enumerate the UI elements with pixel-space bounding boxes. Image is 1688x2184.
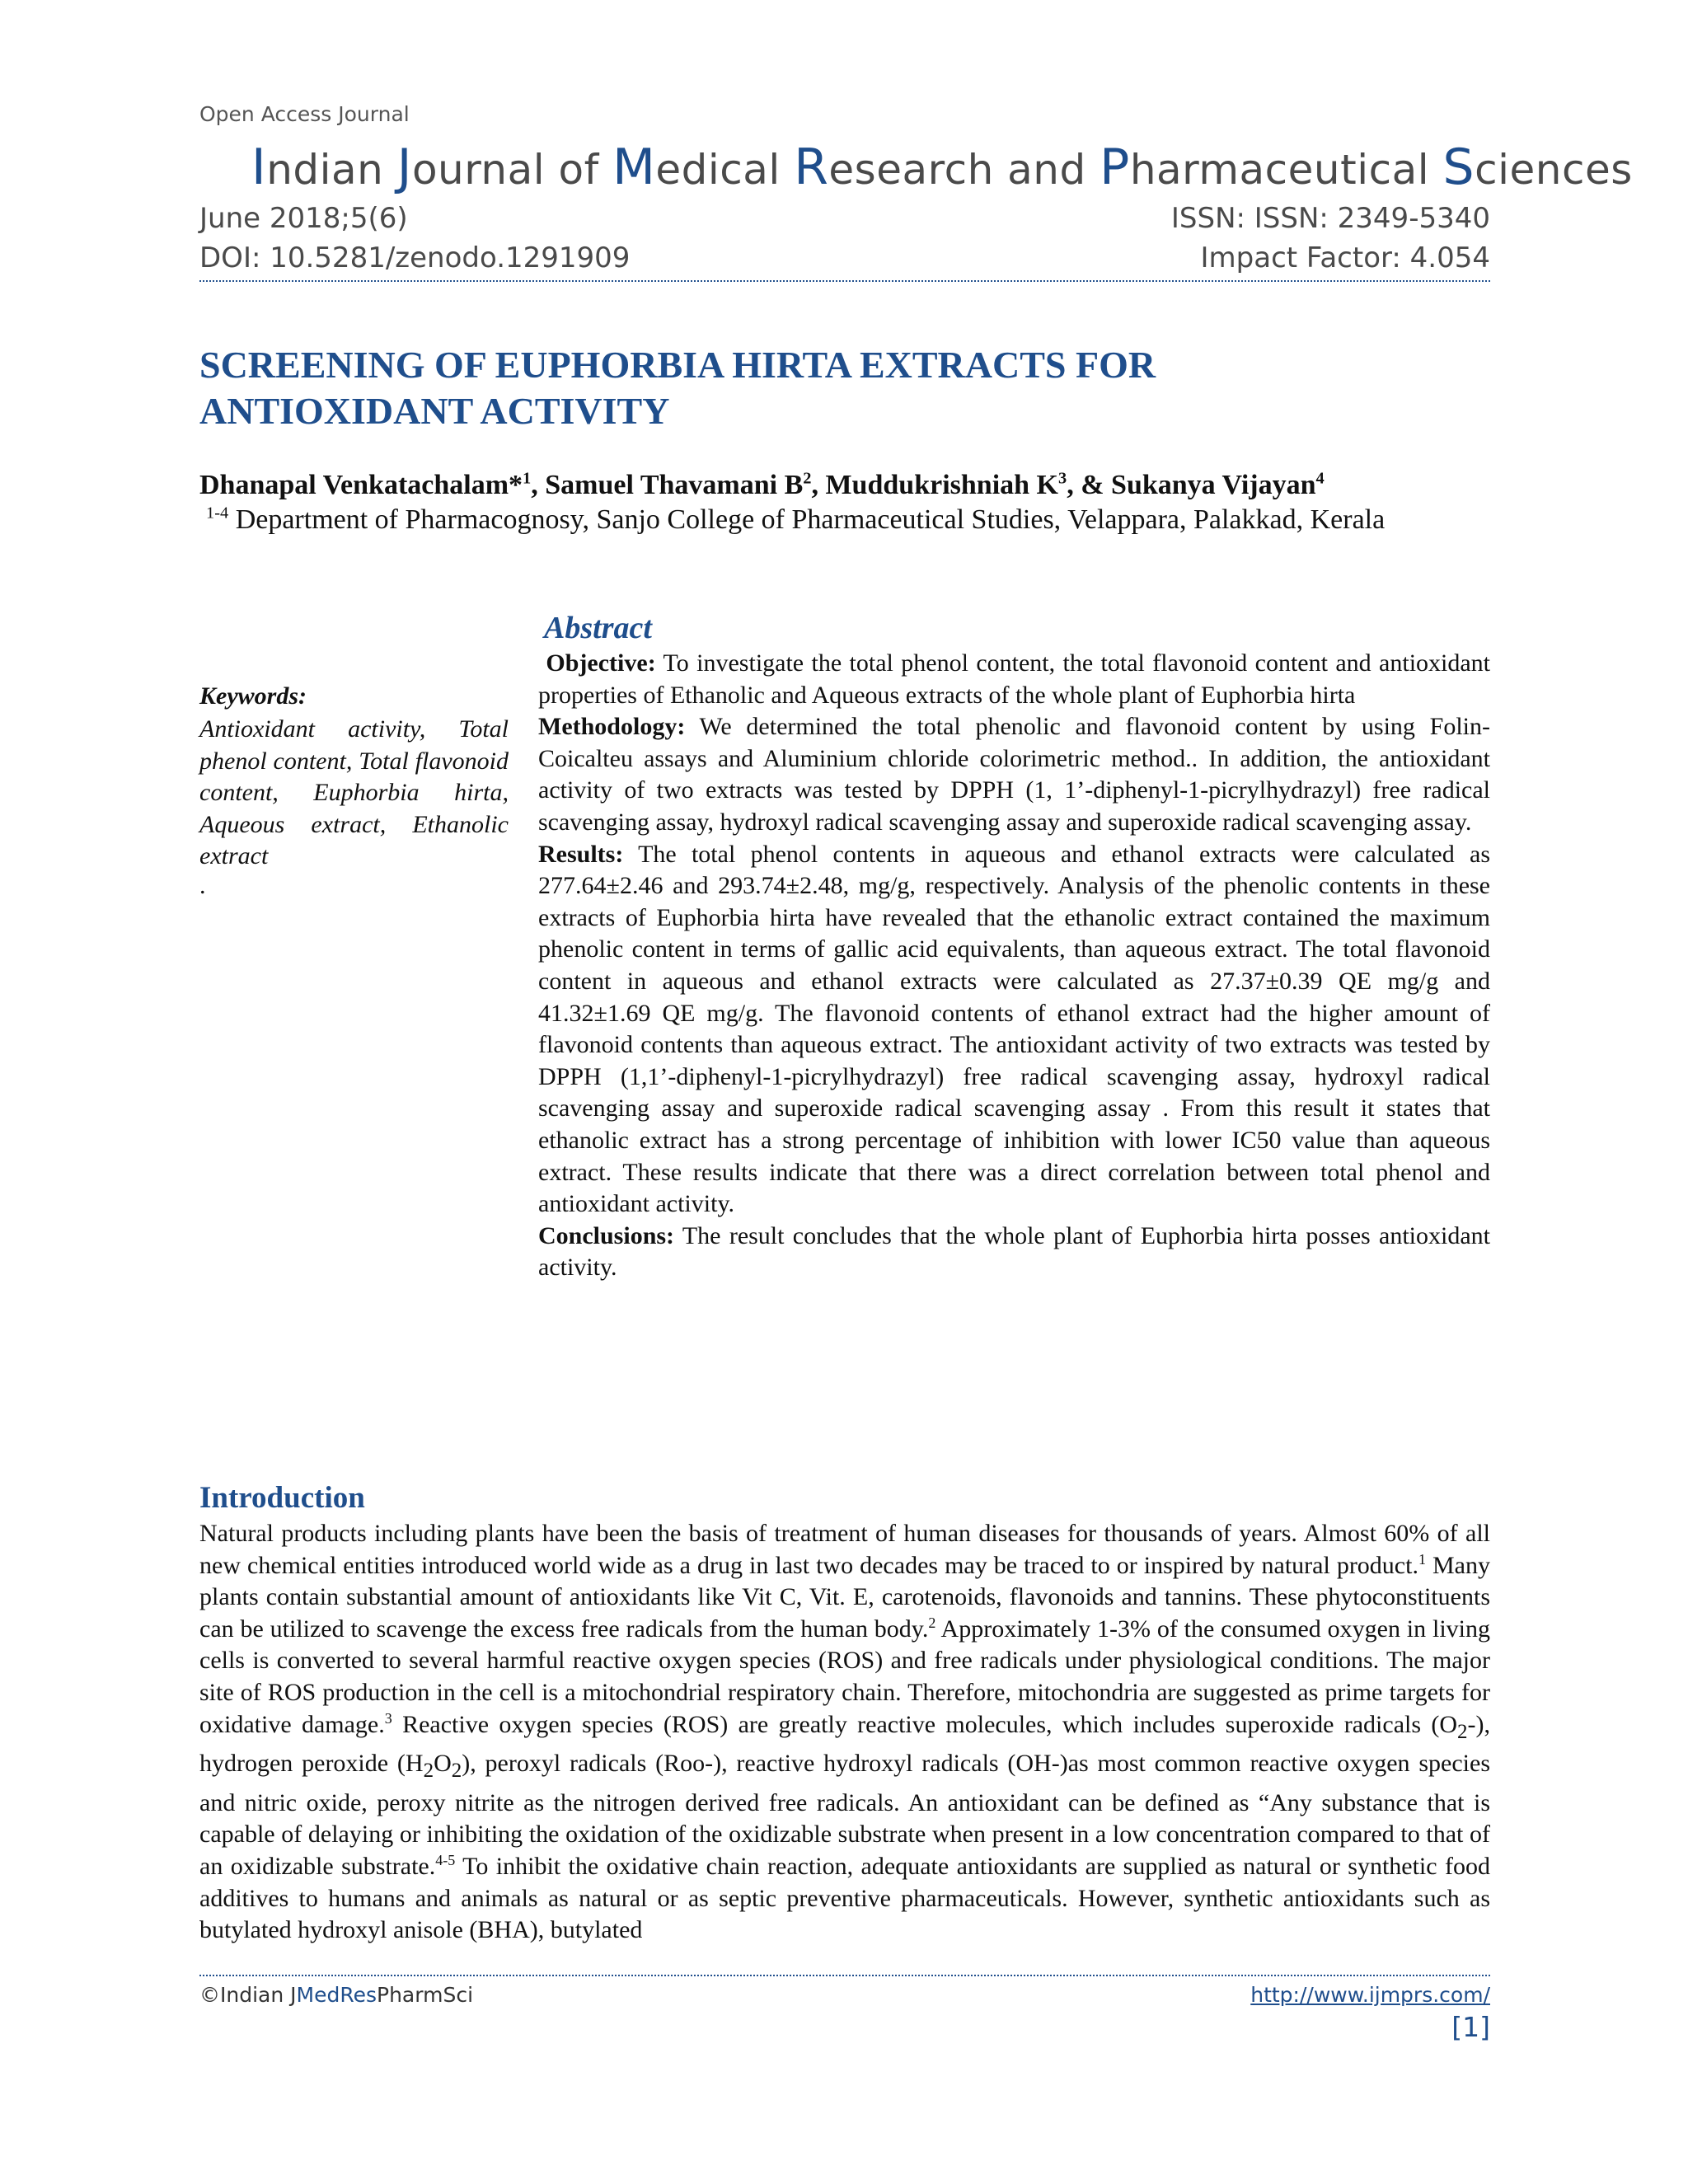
journal-initial: S	[1442, 138, 1475, 196]
abstract-body	[538, 648, 1490, 1284]
intro-text: O	[434, 1750, 452, 1778]
author-list	[199, 470, 1325, 501]
author-name: Samuel Thavamani B	[545, 470, 804, 500]
copyright-text: ©Indian	[199, 1983, 291, 2007]
abstract-methodology	[538, 711, 1490, 838]
affiliation-text: Department of Pharmacognosy, Sanjo College of Pharmaceutical Studies, Velappara, Palakkad, Kerala	[228, 504, 1386, 535]
doi: DOI: 10.5281/zenodo.1291909	[199, 241, 631, 274]
journal-initial: M	[612, 138, 656, 196]
intro-text: Reactive oxygen species (ROS) are greatly reactive molecules, which includes superoxide radicals (O	[392, 1710, 1458, 1738]
page-number: [1]	[1451, 2011, 1490, 2043]
abstract-objective	[538, 648, 1490, 711]
keywords-heading: Keywords:	[199, 682, 307, 710]
journal-initial: R	[794, 138, 829, 196]
footer-copyright	[199, 1983, 473, 2007]
header-divider	[199, 280, 1490, 282]
objective-label: Objective:	[546, 649, 656, 677]
journal-word: harmaceutical	[1129, 146, 1443, 194]
intro-text: ), peroxyl radicals (Roo-), reactive hydroxyl radicals (OH-)as most common reactive oxygen species and nitric oxide, peroxy nitrite as the nitrogen derived free radicals. An antioxidant can be defined as “Any substance that is capable of delaying or inhibiting the oxidation of the oxidizable substrate when present in a low concentration compared to that of an oxidizable substrate.	[199, 1750, 1490, 1880]
introduction-body	[199, 1518, 1490, 1947]
author-name: Sukanya Vijayan	[1111, 470, 1316, 500]
abstract-heading: Abstract	[544, 611, 652, 645]
abbr-part: J	[290, 1983, 297, 2007]
intro-text: Many plants contain substantial amount of antioxidants like Vit C, Vit. E, carotenoids, flavonoids and tannins. These phytoconstituents can be utilized to scavenge the excess free radicals from the human body.	[199, 1551, 1490, 1643]
intro-text: Natural products including plants have been the basis of treatment of human diseases for thousands of years. Almost 60% of all new chemical entities introduced world wide as a drug in last two decades may be traced to or inspired by natural product.	[199, 1520, 1490, 1579]
conclusions-label: Conclusions:	[538, 1221, 675, 1249]
abbr-part: Med	[296, 1983, 340, 2007]
conclusions-text: The result concludes that the whole plant of Euphorbia hirta posses antioxidant activity.	[538, 1221, 1490, 1282]
journal-initial: I	[251, 138, 267, 196]
citation: 4-5	[435, 1851, 456, 1868]
abstract-results	[538, 839, 1490, 1221]
journal-initial: J	[396, 138, 412, 196]
citation: 3	[384, 1709, 392, 1727]
abstract-conclusions	[538, 1221, 1490, 1284]
abbr-part: Res	[340, 1983, 377, 2007]
author-sup: 4	[1315, 469, 1325, 488]
author-sep: , &	[1067, 470, 1112, 500]
author-sup: 2	[803, 469, 812, 488]
introduction-heading: Introduction	[199, 1481, 365, 1515]
affiliation-sup: 1-4	[206, 504, 229, 523]
keywords-dot: .	[199, 872, 206, 899]
title-line-1: SCREENING OF EUPHORBIA HIRTA EXTRACTS FOR	[199, 344, 1156, 386]
journal-url-link[interactable]: http://www.ijmprs.com/	[1250, 1983, 1490, 2007]
subscript: 2	[451, 1760, 462, 1783]
journal-name	[251, 138, 1633, 196]
abbr-part: Sci	[443, 1983, 474, 2007]
author-sup: 3	[1058, 469, 1067, 488]
article-title	[199, 342, 1490, 434]
journal-word: edical	[655, 146, 795, 194]
results-text: The total phenol contents in aqueous and ethanol extracts were calculated as 277.64±2.46 and 293.74±2.48, mg/g, respectively. Analysis of the phenolic contents in these extracts of Euphorbia hirta have revealed that the ethanolic extract contained the maximum phenolic content in terms of gallic acid equivalents, than aqueous extract. The total flavonoid content in aqueous and ethanol extracts were calculated as 27.37±0.39 QE mg/g and 41.32±1.69 QE mg/g. The flavonoid contents of ethanol extract had the higher amount of flavonoid contents than aqueous extract. The antioxidant activity of two extracts was tested by DPPH (1,1’-diphenyl-1-picrylhydrazyl) free radical scavenging assay, hydroxyl radical scavenging assay and superoxide radical scavenging assay . From this result it states that ethanolic extract has a strong percentage of inhibition with lower IC50 value than aqueous extract. These results indicate that there was a direct correlation between total phenol and antioxidant activity.	[538, 840, 1490, 1218]
author-name: Dhanapal Venkatachalam*	[199, 470, 523, 500]
journal-word: ciences	[1475, 146, 1633, 194]
author-sep: ,	[531, 470, 546, 500]
intro-text: To inhibit the oxidative chain reaction, adequate antioxidants are supplied as natural or synthetic food additives to humans and animals as natural or as septic preventive pharmaceuticals. However, synthetic antioxidants such as butylated hydroxyl anisole (BHA), butylated	[199, 1852, 1490, 1944]
author-sup: 1	[523, 469, 532, 488]
journal-word: ournal of	[411, 146, 613, 194]
journal-initial: P	[1100, 138, 1130, 196]
issue-row	[199, 202, 1490, 235]
intro-text: Approximately 1-3% of the consumed oxygen in living cells is converted to several harmful reactive oxygen species (ROS) and free radicals under physiological conditions. The major site of ROS production in the cell is a mitochondrial respiratory chain. Therefore, mitochondria are suggested as prime targets for oxidative damage.	[199, 1615, 1490, 1738]
subscript: 2	[423, 1760, 434, 1783]
doi-row	[199, 241, 1490, 274]
issue-date: June 2018;5(6)	[199, 202, 408, 235]
results-label: Results:	[538, 840, 624, 868]
subscript: 2	[1457, 1720, 1468, 1743]
impact-factor: Impact Factor: 4.054	[1200, 241, 1490, 274]
journal-word: esearch and	[828, 146, 1100, 194]
affiliation	[206, 504, 1385, 536]
keywords-text: Antioxidant activity, Total phenol content, Total flavonoid content, Euphorbia hirta, Aqueous extract, Ethanolic extract	[199, 715, 509, 870]
author-name: Muddukrishniah K	[825, 470, 1058, 500]
methodology-text: We determined the total phenolic and flavonoid content by using Folin-Coicalteu assays and Aluminium chloride colorimetric method.. In addition, the antioxidant activity of two extracts was tested by DPPH (1, 1’-diphenyl-1-picrylhydrazyl) free radical scavenging assay, hydroxyl radical scavenging assay and superoxide radical scavenging assay.	[538, 713, 1490, 836]
author-sep: ,	[811, 470, 826, 500]
open-access-label: Open Access Journal	[199, 102, 410, 126]
title-line-2: ANTIOXIDANT ACTIVITY	[199, 390, 670, 432]
objective-text: To investigate the total phenol content, the total flavonoid content and antioxidant properties of Ethanolic and Aqueous extracts of the whole plant of Euphorbia hirta	[538, 649, 1491, 709]
intro-text: -), hydrogen peroxide (H	[199, 1710, 1491, 1778]
citation: 1	[1418, 1550, 1426, 1568]
methodology-label: Methodology:	[538, 713, 686, 741]
journal-word: ndian	[266, 146, 397, 194]
issn: ISSN: ISSN: 2349-5340	[1170, 202, 1490, 235]
abbr-part: Pharm	[377, 1983, 443, 2007]
citation: 2	[928, 1614, 936, 1631]
footer-divider	[199, 1975, 1490, 1976]
